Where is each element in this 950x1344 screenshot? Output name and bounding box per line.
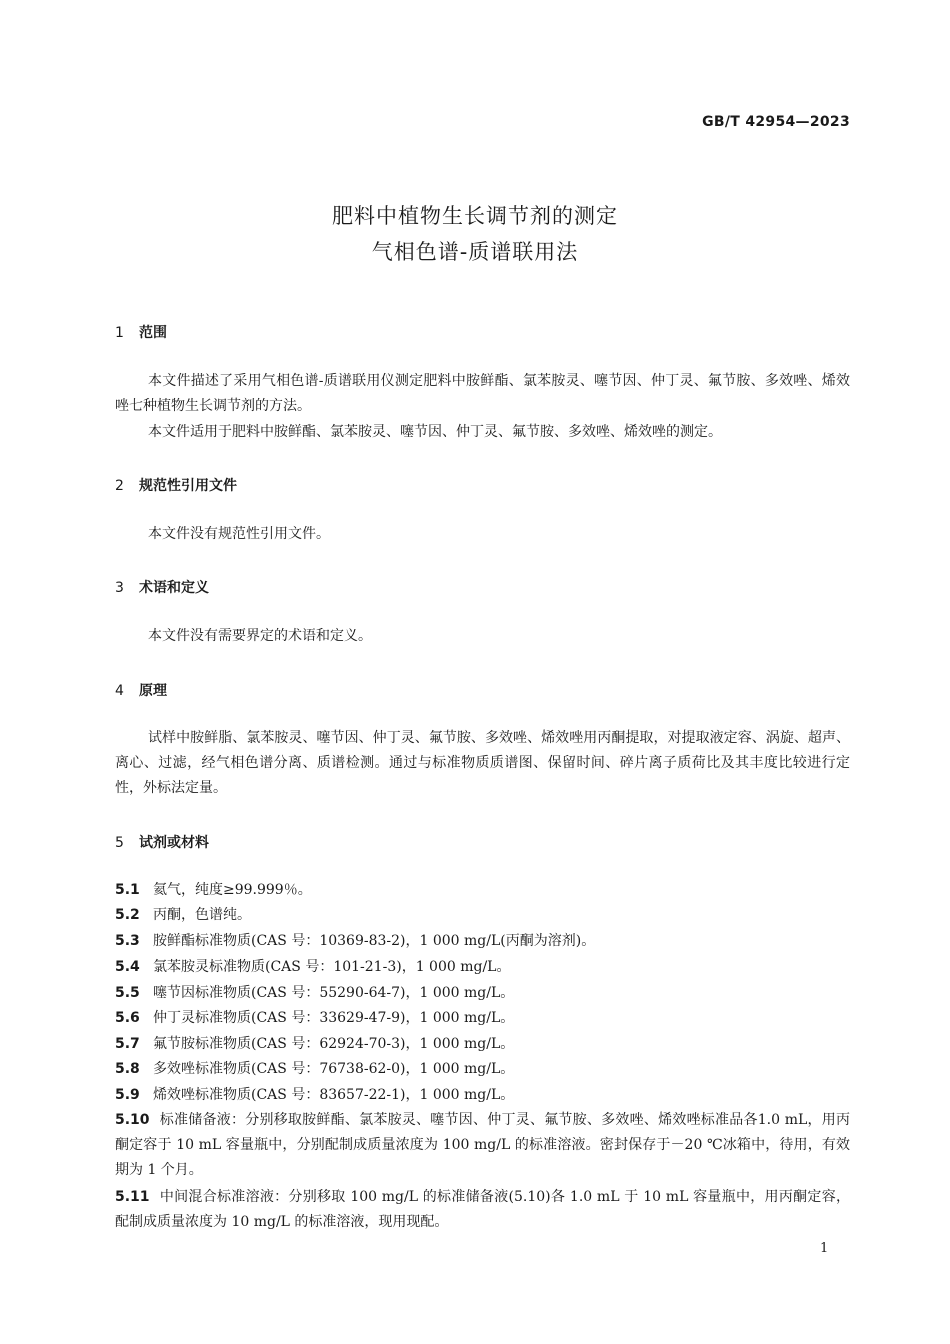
item-number: 5.8 <box>115 1061 140 1077</box>
list-item <box>115 1057 850 1082</box>
section-3-heading <box>115 577 209 597</box>
item-text: 胺鲜酯标准物质(CAS 号：10369-83-2)，1 000 mg/L(丙酮为溶剂)。 <box>153 933 596 949</box>
item-number: 5.10 <box>115 1112 150 1128</box>
list-item <box>115 955 850 980</box>
item-text: 烯效唑标准物质(CAS 号：83657-22-1)，1 000 mg/L。 <box>153 1087 515 1103</box>
section-5-heading <box>115 832 209 852</box>
section-4-heading <box>115 680 167 700</box>
item-number: 5.7 <box>115 1036 140 1052</box>
section-title: 规范性引用文件 <box>139 478 237 494</box>
item-text: 氟节胺标准物质(CAS 号：62924-70-3)，1 000 mg/L。 <box>153 1036 515 1052</box>
section-title: 原理 <box>139 683 167 699</box>
section-title: 术语和定义 <box>139 580 209 596</box>
item-text: 丙酮，色谱纯。 <box>153 907 251 923</box>
item-text: 中间混合标准溶液：分别移取 100 mg/L 的标准储备液(5.10)各 1.0 mL 于 10 mL 容量瓶中，用丙酮定容，配制成质量浓度为 10 mg/L 的标准溶液，现用现配。 <box>115 1189 850 1230</box>
section-number: 2 <box>115 478 124 494</box>
list-item <box>115 878 850 903</box>
item-text: 氦气，纯度≥99.999％。 <box>153 882 312 898</box>
section-1-paragraph-1: 本文件描述了采用气相色谱-质谱联用仪测定肥料中胺鲜酯、氯苯胺灵、噻节因、仲丁灵、氟节胺、多效唑、烯效唑七种植物生长调节剂的方法。 <box>115 373 850 414</box>
section-3-paragraph-1: 本文件没有需要界定的术语和定义。 <box>148 628 372 644</box>
section-1-heading <box>115 322 167 342</box>
list-item <box>115 929 850 954</box>
section-1-paragraph-2: 本文件适用于肥料中胺鲜酯、氯苯胺灵、噻节因、仲丁灵、氟节胺、多效唑、烯效唑的测定。 <box>148 424 722 440</box>
item-text: 标准储备液：分别移取胺鲜酯、氯苯胺灵、噻节因、仲丁灵、氟节胺、多效唑、烯效唑标准品各1.0 mL，用丙酮定容于 10 mL 容量瓶中，分别配制成质量浓度为 100 mg/L 的标准溶液。密封保存于－20 ℃冰箱中，待用，有效期为 1 个月。 <box>115 1112 850 1178</box>
item-number: 5.5 <box>115 985 140 1001</box>
list-item <box>115 981 850 1006</box>
list-item <box>115 1185 850 1235</box>
section-2-paragraph-1: 本文件没有规范性引用文件。 <box>148 526 330 542</box>
item-text: 仲丁灵标准物质(CAS 号：33629-47-9)，1 000 mg/L。 <box>153 1010 515 1026</box>
document-title-line1: 肥料中植物生长调节剂的测定 <box>332 204 618 228</box>
item-number: 5.2 <box>115 907 140 923</box>
item-number: 5.9 <box>115 1087 140 1103</box>
section-number: 5 <box>115 835 124 851</box>
section-number: 4 <box>115 683 124 699</box>
item-number: 5.1 <box>115 882 140 898</box>
standard-number: GB/T 42954—2023 <box>702 114 850 130</box>
section-title: 试剂或材料 <box>139 835 209 851</box>
section-number: 3 <box>115 580 124 596</box>
list-item <box>115 1032 850 1057</box>
item-text: 多效唑标准物质(CAS 号：76738-62-0)，1 000 mg/L。 <box>153 1061 515 1077</box>
item-number: 5.3 <box>115 933 140 949</box>
section-title: 范围 <box>139 325 167 341</box>
list-item <box>115 1006 850 1031</box>
item-number: 5.4 <box>115 959 140 975</box>
document-title-line2: 气相色谱-质谱联用法 <box>371 240 579 264</box>
page-number: 1 <box>820 1241 829 1256</box>
item-text: 氯苯胺灵标准物质(CAS 号：101-21-3)，1 000 mg/L。 <box>153 959 511 975</box>
list-item <box>115 1108 850 1183</box>
section-number: 1 <box>115 325 124 341</box>
section-4-paragraph-1: 试样中胺鲜脂、氯苯胺灵、噻节因、仲丁灵、氟节胺、多效唑、烯效唑用丙酮提取，对提取液定容、涡旋、超声、离心、过滤，经气相色谱分离、质谱检测。通过与标准物质质谱图、保留时间、碎片离子质荷比及其丰度比较进行定性，外标法定量。 <box>115 730 850 796</box>
section-2-heading <box>115 475 237 495</box>
item-text: 噻节因标准物质(CAS 号：55290-64-7)，1 000 mg/L。 <box>153 985 515 1001</box>
list-item <box>115 1083 850 1108</box>
item-number: 5.6 <box>115 1010 140 1026</box>
item-number: 5.11 <box>115 1189 150 1205</box>
list-item <box>115 903 850 928</box>
